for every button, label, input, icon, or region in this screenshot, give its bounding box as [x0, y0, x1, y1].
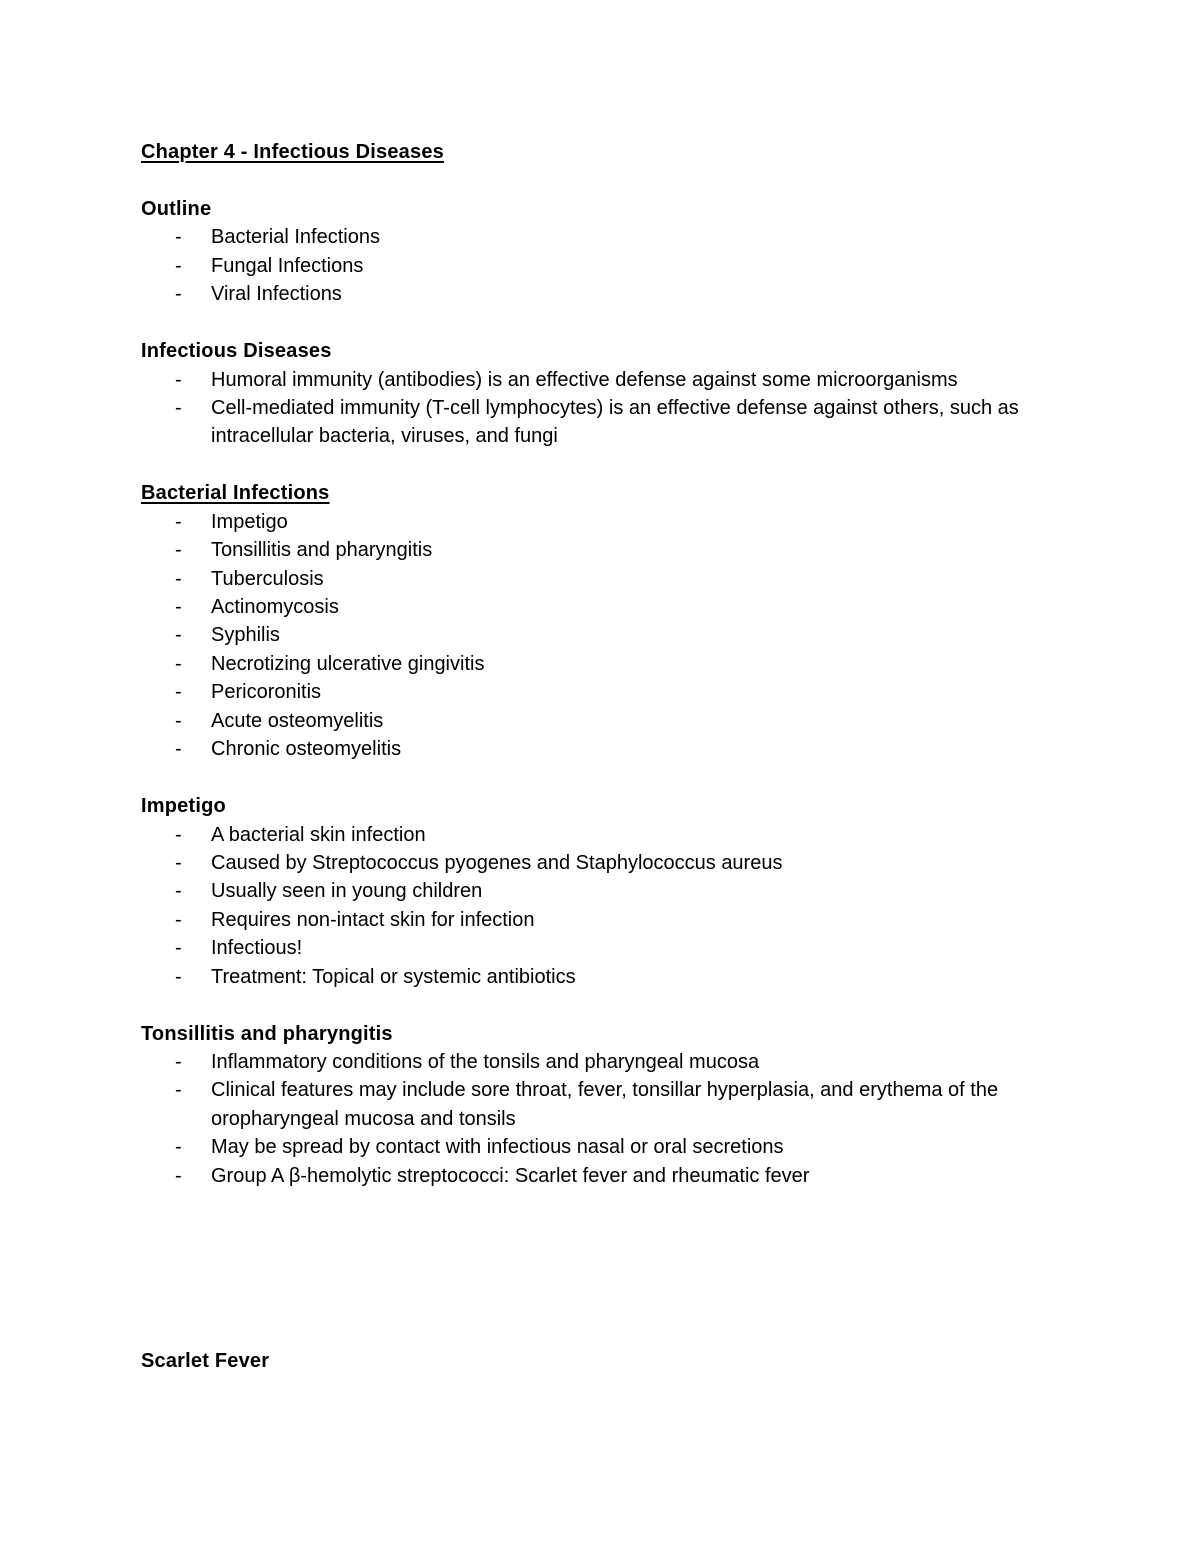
- list-item: [141, 1048, 1071, 1076]
- list-item-text: Humoral immunity (antibodies) is an effective defense against some microorganisms: [211, 368, 958, 391]
- spacer: [141, 451, 1071, 480]
- list-item: [141, 877, 1071, 905]
- dash-bullet: -: [175, 596, 182, 619]
- list-item-text: Clinical features may include sore throat, fever, tonsillar hyperplasia, and erythema of the oropharyngeal mucosa and tonsils: [211, 1079, 999, 1130]
- list-item-text: Chronic osteomyelitis: [211, 738, 402, 761]
- bullet-list-outline: [141, 223, 1071, 308]
- list-item-text: Acute osteomyelitis: [211, 709, 384, 732]
- dash-bullet: -: [175, 510, 182, 533]
- dash-bullet: -: [175, 397, 182, 420]
- list-item-text: Infectious!: [211, 937, 303, 960]
- dash-bullet: -: [175, 652, 182, 675]
- list-item-text: Necrotizing ulcerative gingivitis: [211, 652, 485, 675]
- list-item: [141, 621, 1071, 649]
- dash-bullet: -: [175, 254, 182, 277]
- dash-bullet: -: [175, 709, 182, 732]
- list-item: [141, 735, 1071, 763]
- list-item: [141, 508, 1071, 536]
- bullet-list-tonsillitis-and-pharyngitis: [141, 1048, 1071, 1190]
- bullet-list-impetigo: [141, 821, 1071, 991]
- sections-container: [141, 195, 1071, 1190]
- list-item-text: Cell-mediated immunity (T-cell lymphocytes) is an effective defense against others, such as intracellular bacteria, viruses, and fungi: [211, 397, 1019, 448]
- list-item-text: Group A β-hemolytic streptococci: Scarlet fever and rheumatic fever: [211, 1164, 810, 1187]
- dash-bullet: -: [175, 880, 182, 903]
- list-item-text: Tonsillitis and pharyngitis: [211, 539, 433, 562]
- list-item-text: Fungal Infections: [211, 254, 364, 277]
- section-heading-bacterial-infections: Bacterial Infections: [141, 482, 330, 505]
- list-item: [141, 280, 1071, 308]
- list-item: [141, 252, 1071, 280]
- list-item: [141, 934, 1071, 962]
- section-heading-impetigo: Impetigo: [141, 795, 226, 818]
- dash-bullet: -: [175, 823, 182, 846]
- list-item: [141, 821, 1071, 849]
- document-page: [141, 138, 1071, 1375]
- list-item: [141, 1162, 1071, 1190]
- list-item: [141, 366, 1071, 394]
- list-item: [141, 678, 1071, 706]
- section-heading-scarlet-fever: Scarlet Fever: [141, 1349, 270, 1372]
- dash-bullet: -: [175, 368, 182, 391]
- dash-bullet: -: [175, 681, 182, 704]
- list-item: [141, 906, 1071, 934]
- list-item-text: Viral Infections: [211, 283, 342, 306]
- list-item-text: Usually seen in young children: [211, 880, 483, 903]
- list-item: [141, 650, 1071, 678]
- section-heading-outline: Outline: [141, 198, 212, 220]
- dash-bullet: -: [175, 226, 182, 249]
- list-item-text: Caused by Streptococcus pyogenes and Staphylococcus aureus: [211, 851, 783, 874]
- section-heading-infectious-diseases: Infectious Diseases: [141, 340, 332, 363]
- bullet-list-infectious-diseases: [141, 366, 1071, 451]
- dash-bullet: -: [175, 937, 182, 960]
- list-item: [141, 707, 1071, 735]
- spacer: [141, 309, 1071, 338]
- list-item-text: Tuberculosis: [211, 567, 324, 590]
- dash-bullet: -: [175, 283, 182, 306]
- list-item: [141, 593, 1071, 621]
- list-item-text: May be spread by contact with infectious nasal or oral secretions: [211, 1136, 784, 1159]
- dash-bullet: -: [175, 1164, 182, 1187]
- list-item: [141, 1076, 1071, 1133]
- list-item: [141, 963, 1071, 991]
- list-item: [141, 536, 1071, 564]
- list-item: [141, 565, 1071, 593]
- list-item-text: Syphilis: [211, 624, 280, 647]
- spacer: [141, 166, 1071, 195]
- list-item-text: Actinomycosis: [211, 596, 339, 619]
- dash-bullet: -: [175, 1136, 182, 1159]
- list-item-text: Bacterial Infections: [211, 226, 380, 249]
- bullet-list-bacterial-infections: [141, 508, 1071, 764]
- dash-bullet: -: [175, 624, 182, 647]
- list-item-text: Treatment: Topical or systemic antibiotics: [211, 965, 576, 988]
- dash-bullet: -: [175, 1050, 182, 1073]
- list-item-text: A bacterial skin infection: [211, 823, 426, 846]
- dash-bullet: -: [175, 1079, 182, 1102]
- list-item: [141, 1133, 1071, 1161]
- list-item: [141, 394, 1071, 451]
- spacer: [141, 1190, 1071, 1347]
- list-item-text: Pericoronitis: [211, 681, 322, 704]
- list-item-text: Impetigo: [211, 510, 288, 533]
- list-item: [141, 849, 1071, 877]
- dash-bullet: -: [175, 738, 182, 761]
- document-title: Chapter 4 - Infectious Diseases: [141, 141, 444, 163]
- dash-bullet: -: [175, 965, 182, 988]
- list-item: [141, 223, 1071, 251]
- spacer: [141, 764, 1071, 793]
- list-item-text: Requires non-intact skin for infection: [211, 908, 535, 931]
- list-item-text: Inflammatory conditions of the tonsils and pharyngeal mucosa: [211, 1050, 760, 1073]
- dash-bullet: -: [175, 539, 182, 562]
- dash-bullet: -: [175, 908, 182, 931]
- dash-bullet: -: [175, 567, 182, 590]
- spacer: [141, 991, 1071, 1020]
- section-heading-tonsillitis-and-pharyngitis: Tonsillitis and pharyngitis: [141, 1022, 393, 1045]
- dash-bullet: -: [175, 851, 182, 874]
